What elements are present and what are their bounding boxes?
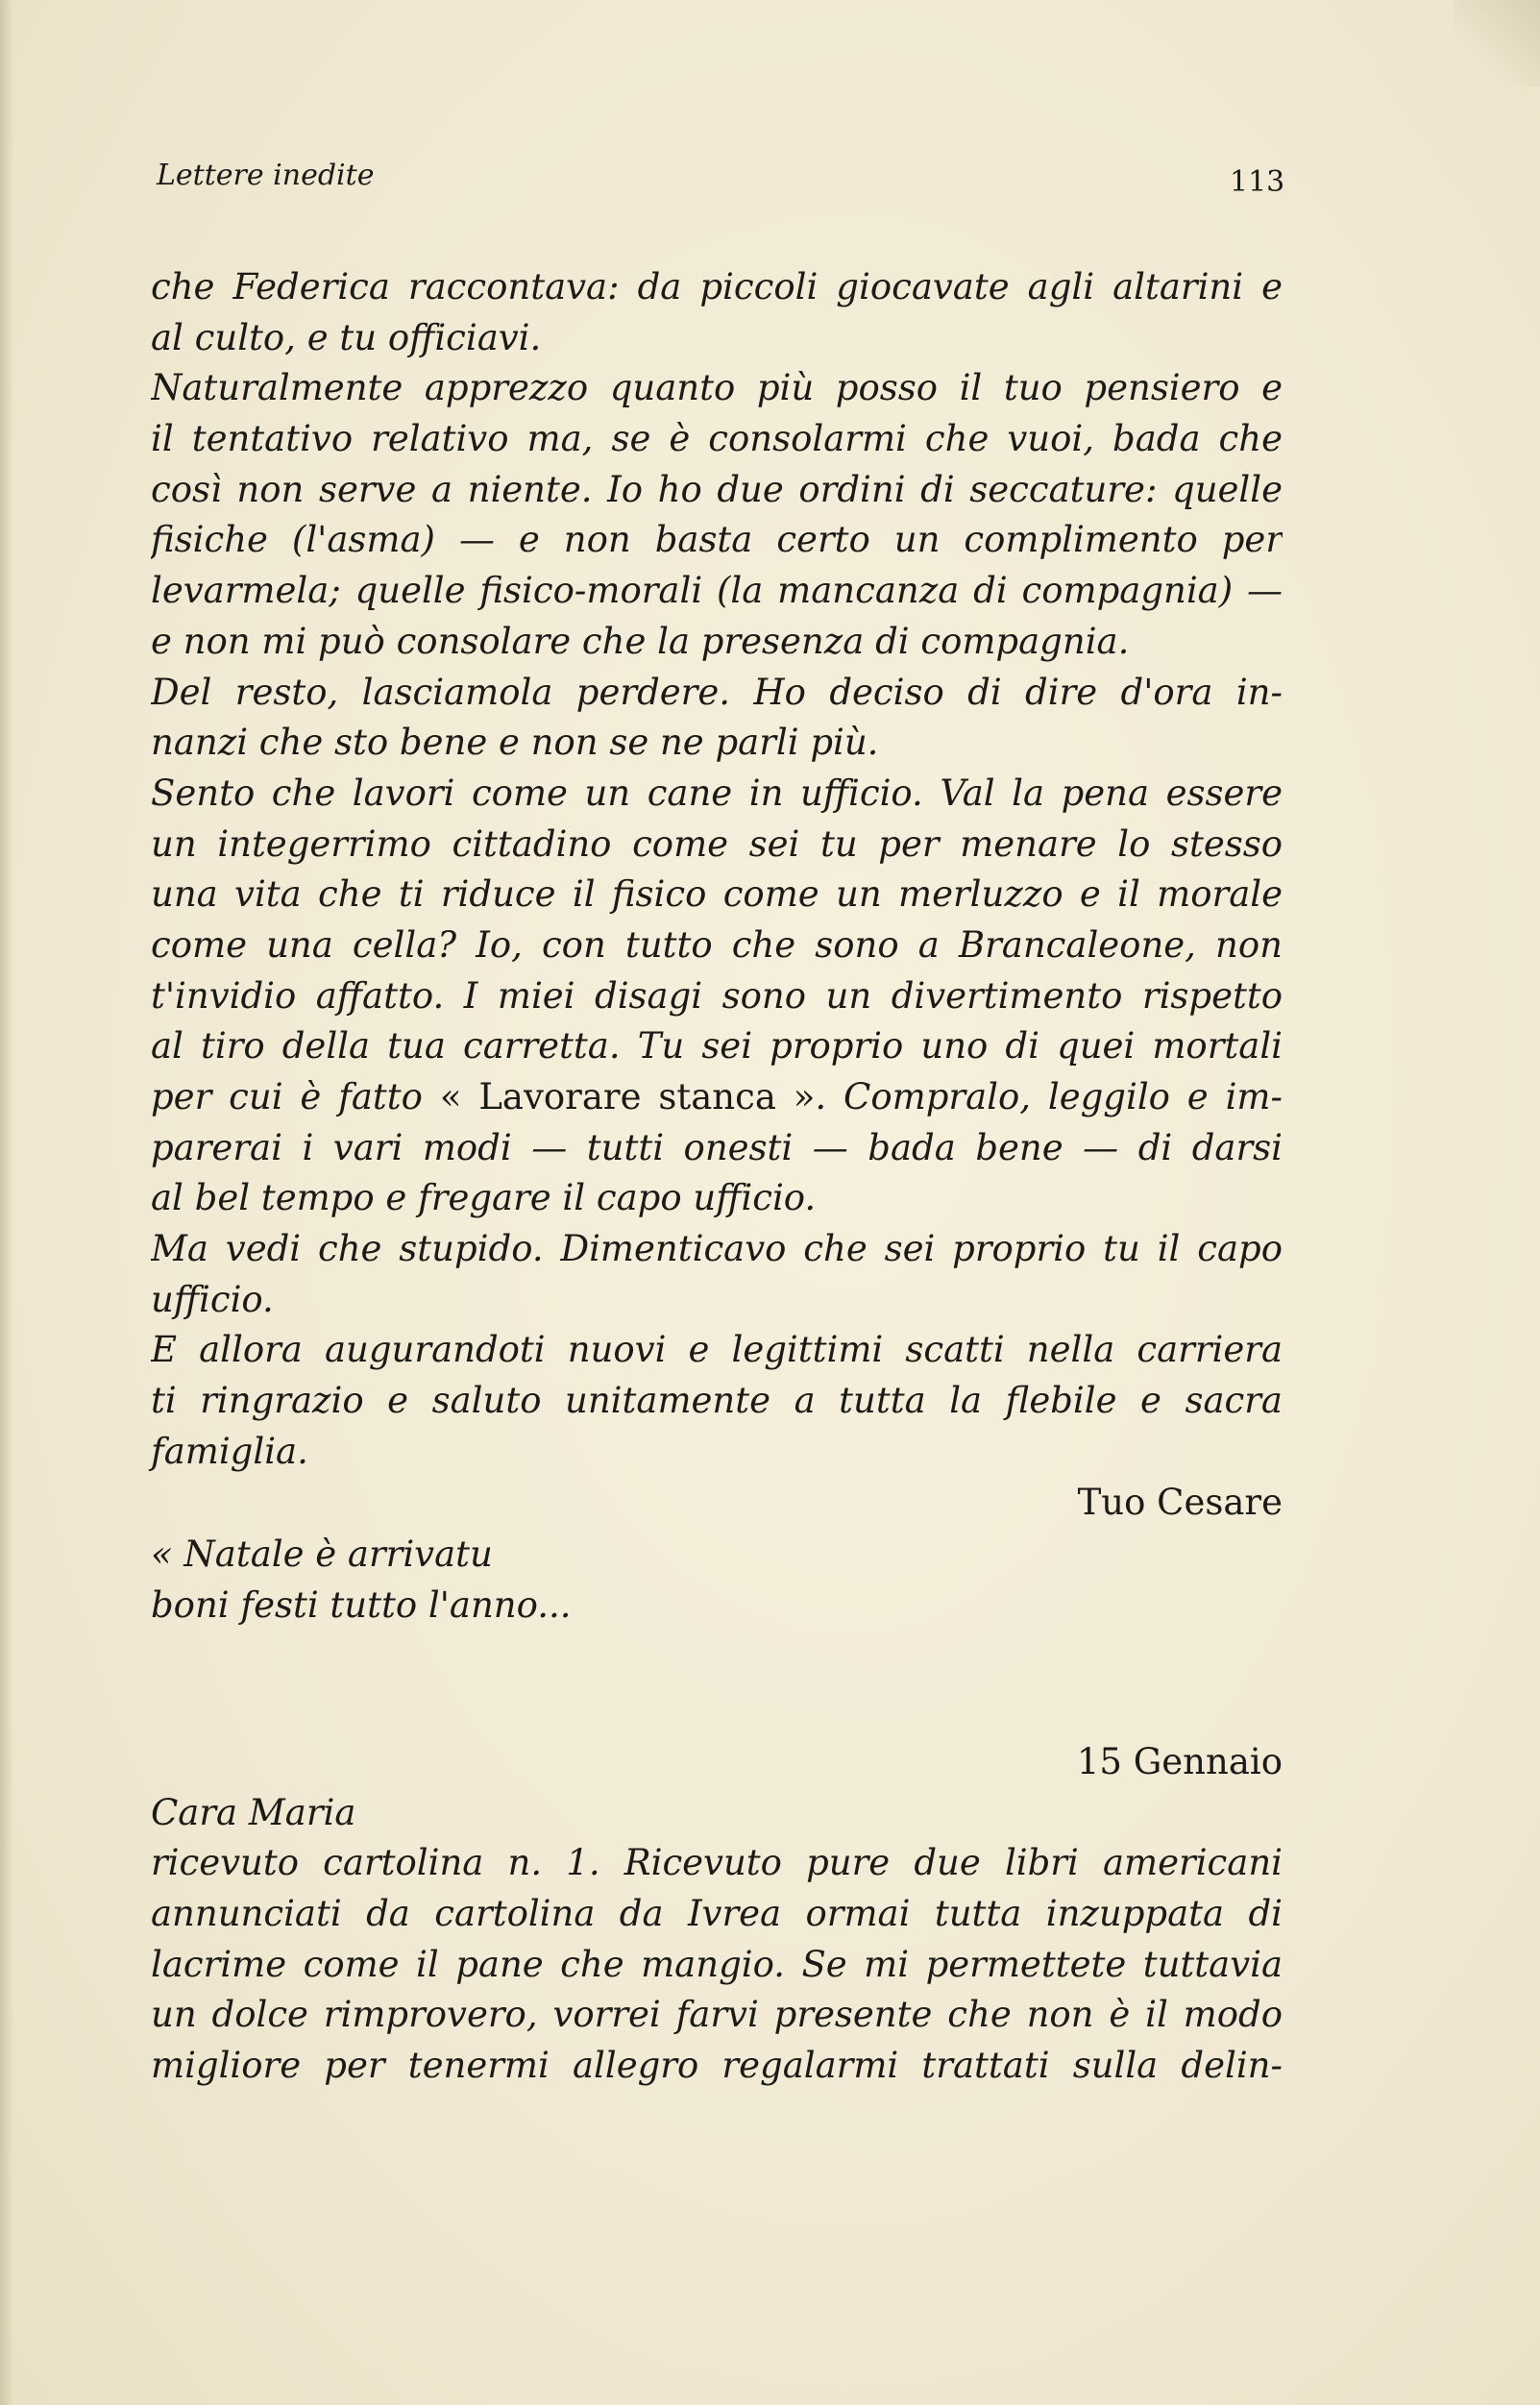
- text-line: al bel tempo e fregare il capo ufficio.: [151, 1177, 817, 1219]
- spine-shadow: [0, 0, 13, 2405]
- text-fragment: . Compralo, leggilo e im-: [815, 1076, 1283, 1117]
- text-line: come una cella? Io, con tutto che sono a Brancaleone, non: [151, 923, 1283, 966]
- text-line: fisiche (l'asma) — e non basta certo un complimento per: [151, 519, 1283, 561]
- text-line: lacrime come il pane che mangio. Se mi permettete tuttavia: [151, 1943, 1283, 1985]
- letter-to-friend: [151, 262, 1283, 1528]
- text-line: ti ringrazio e saluto unitamente a tutta la flebile e sacra: [151, 1380, 1283, 1422]
- text-line: [151, 1072, 1283, 1123]
- text-line: t'invidio affatto. I miei disagi sono un divertimento rispetto: [151, 974, 1283, 1017]
- text-line: Sento che lavori come un cane in ufficio. Val la pena essere: [151, 772, 1283, 814]
- text-line: ufficio.: [151, 1278, 274, 1320]
- text-line: annunciati da cartolina da Ivrea ormai tutta inzuppata di: [151, 1893, 1283, 1935]
- text-line: un integerrimo cittadino come sei tu per menare lo stesso: [151, 822, 1283, 865]
- text-line: un dolce rimprovero, vorrei farvi presente che non è il modo: [151, 1994, 1283, 2036]
- text-fragment: per cui è fatto: [151, 1076, 440, 1117]
- dialect-quote: [151, 1530, 1283, 1631]
- text-line: una vita che ti riduce il fisico come un merluzzo e il morale: [151, 873, 1283, 916]
- signature: Tuo Cesare: [1077, 1481, 1283, 1523]
- running-title: Lettere inedite: [157, 159, 375, 192]
- quote-line: « Natale è arrivatu: [151, 1534, 493, 1575]
- text-line: migliore per tenermi allegro regalarmi trattati sulla delin-: [151, 2045, 1283, 2087]
- text-line: parerai i vari modi — tutti onesti — bada bene — di darsi: [151, 1126, 1283, 1168]
- text-line: al tiro della tua carretta. Tu sei proprio uno di quei mortali: [151, 1025, 1283, 1068]
- text-line: Del resto, lasciamola perdere. Ho deciso di dire d'ora in-: [151, 671, 1283, 713]
- text-line: così non serve a niente. Io ho due ordini di seccature: quelle: [151, 468, 1283, 510]
- text-line: e non mi può consolare che la presenza di compagnia.: [151, 620, 1130, 662]
- text-line: Ma vedi che stupido. Dimenticavo che sei proprio tu il capo: [151, 1228, 1283, 1270]
- text-line: levarmela; quelle fisico-morali (la mancanza di compagnia) —: [151, 570, 1283, 612]
- page-number: 113: [1230, 165, 1285, 199]
- page-corner-shade: [1454, 0, 1540, 86]
- quote-line: boni festi tutto l'anno...: [151, 1583, 572, 1626]
- salutation: Cara Maria: [151, 1791, 356, 1833]
- text-line: al culto, e tu officiavi.: [151, 316, 542, 358]
- text-line: il tentativo relativo ma, se è consolarmi che vuoi, bada che: [151, 418, 1283, 460]
- text-line: Naturalmente apprezzo quanto più posso il tuo pensiero e: [151, 367, 1283, 409]
- text-line: E allora augurandoti nuovi e legittimi scatti nella carriera: [151, 1329, 1283, 1371]
- text-line: nanzi che sto bene e non se ne parli più.: [151, 722, 879, 764]
- text-line: famiglia.: [151, 1430, 308, 1472]
- text-line: ricevuto cartolina n. 1. Ricevuto pure due libri americani: [151, 1842, 1283, 1884]
- letter-to-maria: [151, 1737, 1283, 2092]
- letter-date: 15 Gennaio: [1076, 1741, 1283, 1782]
- book-title-lavorare-stanca: « Lavorare stanca »: [439, 1076, 816, 1117]
- text-line: che Federica raccontava: da piccoli giocavate agli altarini e: [151, 266, 1283, 307]
